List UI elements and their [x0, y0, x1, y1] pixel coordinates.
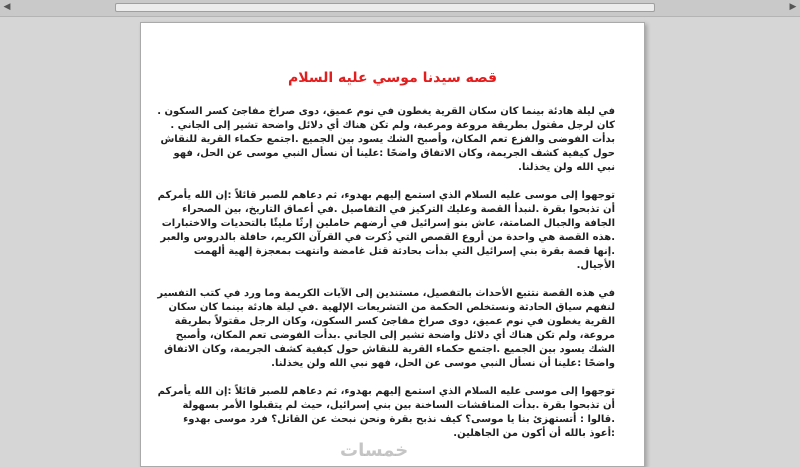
scrollbar-thumb[interactable] — [115, 3, 655, 12]
document-title: قصه سيدنا موسي عليه السلام — [287, 70, 498, 86]
watermark-logo: خمسات — [340, 440, 409, 461]
horizontal-scrollbar[interactable] — [0, 0, 800, 17]
scroll-left-arrow-icon[interactable]: ◀ — [3, 2, 11, 12]
document-page — [140, 22, 645, 467]
paragraph-4: توجهوا إلى موسى عليه السلام الذي استمع إليهم بهدوء، ثم دعاهم للصبر قائلاً :إن الله يأمركم أن تذبحوا بقرة .بدأت المناقشات الساخنة بين بني إسرائيل، حيث لم يتقبلوا الأمر بسهولة .قالوا : أتستهزئ بنا يا موسى؟ كيف نذبح بقرة ونحن نبحث عن القاتل؟ فرد موسى بهدوء :أعوذ بالله أن أكون من الجاهلين. — [157, 386, 615, 439]
paragraph-2: توجهوا إلى موسى عليه السلام الذي استمع إليهم بهدوء، ثم دعاهم للصبر قائلاً :إن الله يأمركم أن تذبحوا بقرة .لنبدأ القصة وعليك التركيز في التفاصيل .في أعماق التاريخ، بين الصحراء الجافة والجبال الصامتة، عاش بنو إسرائيل في أرضهم حاملين إرثًا مليئًا بالتحديات والاختبارات .هذه القصة هي واحدة من أروع القصص التي ذُكرت في القرآن الكريم، حافلة بالدروس والعبر .إنها قصة بقرة بني إسرائيل التي بدأت بحادثة قتل غامضة وانتهت بمعجزة إلهية ألهمت الأجيال. — [157, 190, 615, 271]
paragraph-3: في هذه القصة نتتبع الأحداث بالتفصيل، مستندين إلى الآيات الكريمة وما ورد في كتب التفسير لنفهم سياق الحادثة ونستخلص الحكمة من التشريعات الإلهية .في ليلة هادئة بينما كان سكان القرية يغطون في نوم عميق، دوى صراخ مفاجئ كسر السكون، وكان الرجل مقتولاً بطريقة مروعة، ولم تكن هناك أي دلائل واضحة تشير إلى الجاني .بدأت الفوضى تعم المكان، وأصبح الشك يسود بين الجميع .اجتمع حكماء القرية للنقاش حول كيفية كشف الجريمة، وكان الاتفاق واضحًا :علينا أن نسأل النبي موسى عن الحل، فهو نبي الله ولن يخذلنا. — [157, 288, 615, 369]
paragraph-1: في ليلة هادئة بينما كان سكان القرية يغطون في نوم عميق، دوى صراخ مفاجئ كسر السكون . كان لرجل مقتول بطريقة مروعة ومرعبة، ولم تكن هناك أي دلائل واضحة تشير إلى الجاني . بدأت الفوضى والفزع تعم المكان، وأصبح الشك يسود بين الجميع .اجتمع حكماء القرية للنقاش حول كيفية كشف الجريمة، وكان الاتفاق واضحًا :علينا أن نسأل النبي موسى عن الحل، فهو نبي الله ولن يخذلنا. — [157, 106, 615, 173]
scroll-right-arrow-icon[interactable]: ▶ — [789, 2, 797, 12]
